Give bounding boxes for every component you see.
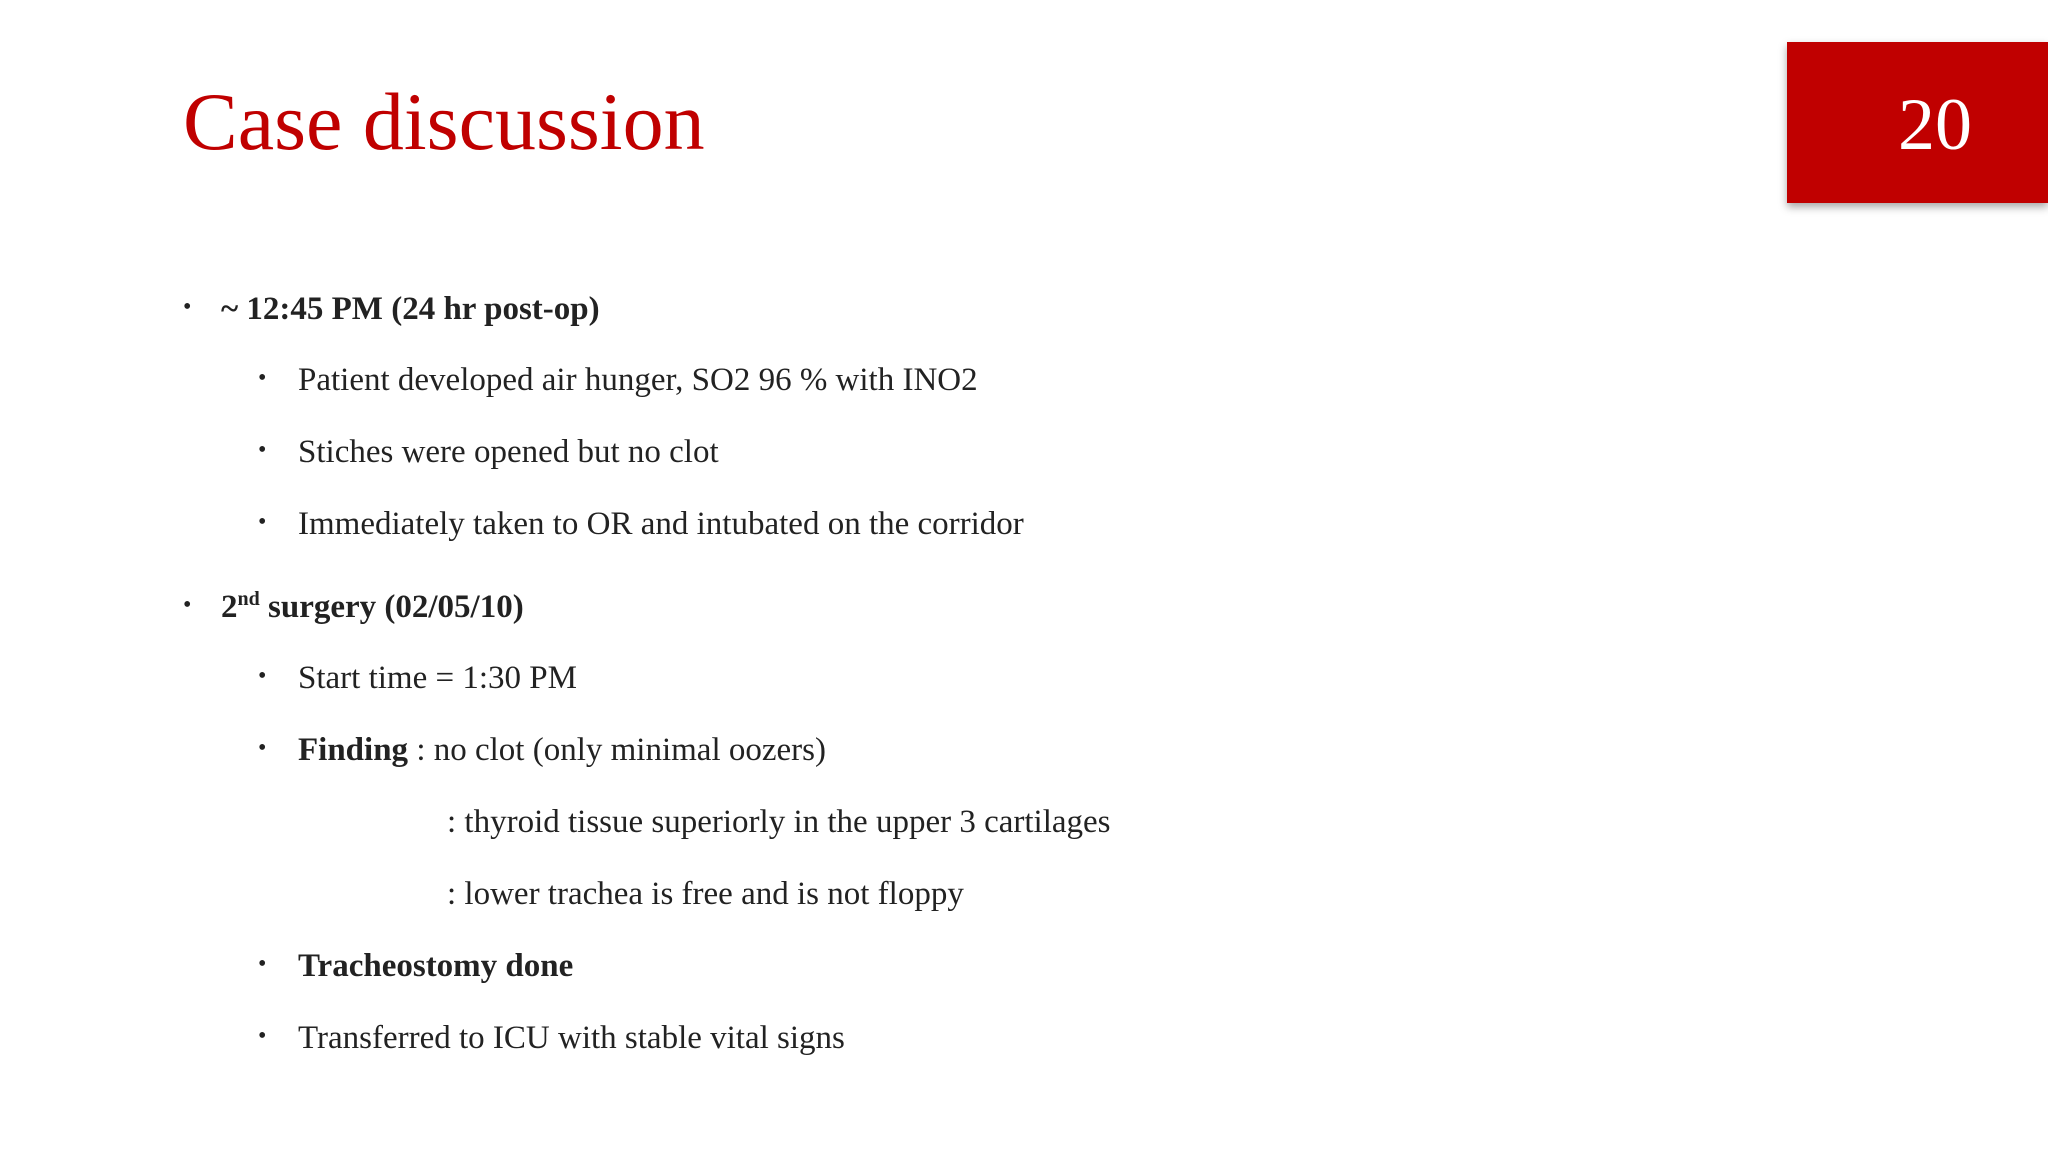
ordinal-suffix: nd (237, 588, 260, 610)
sub-bullet-text: Immediately taken to OR and intubated on the corridor (298, 506, 1024, 542)
bullet-time-text: ~ 12:45 PM (24 hr post-op) (221, 291, 600, 327)
ordinal-number: 2 (221, 589, 238, 625)
finding-line-2: : thyroid tissue superiorly in the upper 3 cartilages (447, 804, 1111, 840)
sub-bullet-text: Start time = 1:30 PM (298, 660, 577, 696)
finding-line-1: : no clot (only minimal oozers) (408, 732, 826, 768)
bullet-marker: • (258, 663, 267, 689)
sub-bullet-text: Transferred to ICU with stable vital signs (298, 1020, 845, 1056)
bullet-marker: • (183, 592, 192, 618)
bullet-marker: • (258, 509, 267, 535)
surgery-label: surgery (02/05/10) (259, 589, 524, 625)
finding-line-3: : lower trachea is free and is not floppy (447, 876, 964, 912)
slide-title: Case discussion (183, 76, 705, 167)
sub-bullet-text (298, 941, 573, 991)
bullet-marker: • (258, 1023, 267, 1049)
bullet-marker: • (258, 951, 267, 977)
tracheostomy-text: Tracheostomy done (298, 948, 574, 984)
bullet-marker: • (258, 735, 267, 761)
sub-bullet-text (298, 725, 826, 775)
page-number-badge (1787, 42, 2048, 203)
bullet-marker: • (258, 437, 267, 463)
bullet-second-surgery-text (221, 582, 524, 632)
page-number: 20 (1898, 84, 1972, 166)
sub-bullet-text: Patient developed air hunger, SO2 96 % with INO2 (298, 362, 978, 398)
bullet-marker: • (258, 365, 267, 391)
sub-bullet-text: Stiches were opened but no clot (298, 434, 719, 470)
bullet-marker: • (183, 294, 192, 320)
finding-label: Finding (298, 732, 409, 768)
